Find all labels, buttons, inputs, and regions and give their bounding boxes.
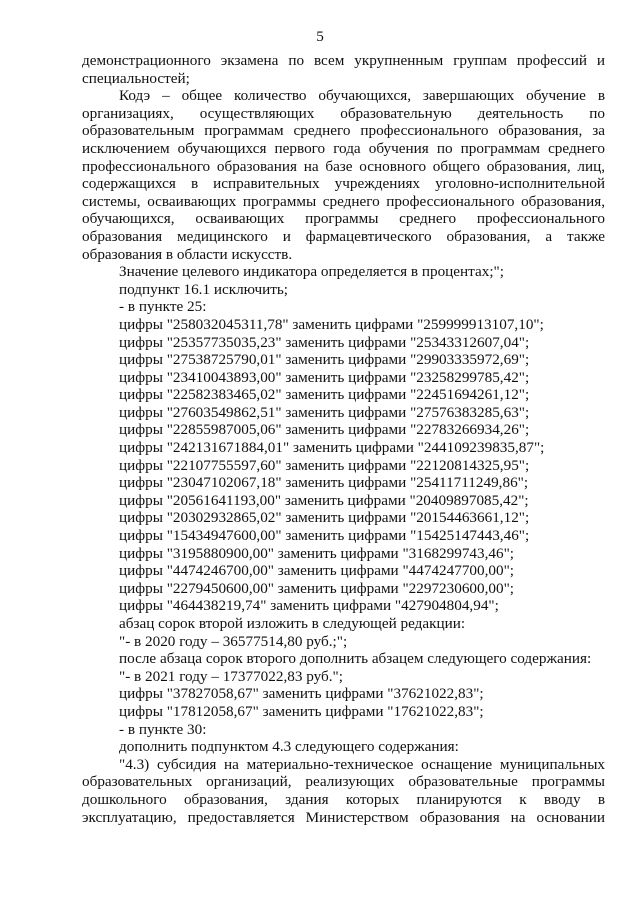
text-line: цифры "37827058,67" заменить цифрами "37621022,83"; (119, 685, 484, 703)
text-line: цифры "258032045311,78" заменить цифрами "259999913107,10"; (119, 315, 544, 333)
text-line: Значение целевого индикатора определяется в процентах;"; (119, 263, 504, 281)
text-line: специальностей; (82, 69, 190, 87)
text-line: образовательных организаций, реализующих образовательные программы (82, 773, 605, 791)
text-line: цифры "4474246700,00" заменить цифрами "4474247700,00"; (119, 562, 515, 580)
text-line: цифры "15434947600,00" заменить цифрами "15425147443,46"; (119, 527, 530, 545)
text-line: организациях, осуществляющих образовательную деятельность по (82, 104, 605, 122)
text-line: образовательным программам среднего профессионального образования, за (82, 122, 605, 140)
text-line: дошкольного образования, здания которых планируются к вводу в (82, 790, 605, 808)
text-line: после абзаца сорок второго дополнить абзацем следующего содержания: (119, 650, 592, 668)
text-line: цифры "20561641193,00" заменить цифрами "20409897085,42"; (119, 491, 529, 509)
text-line: "4.3) субсидия на материально-техническое оснащение муниципальных (119, 755, 605, 773)
page-number: 5 (316, 28, 324, 45)
text-line: исключением обучающихся первого года обучения по программам среднего (82, 139, 605, 157)
text-line: системы, осваивающих программы среднего профессионального образования, (82, 192, 605, 210)
text-line: цифры "22855987005,06" заменить цифрами "22783266934,26"; (119, 421, 530, 439)
text-line: - в пункте 30: (119, 720, 207, 738)
text-line: абзац сорок второй изложить в следующей редакции: (119, 615, 466, 632)
text-line: цифры "464438219,74" заменить цифрами "427904804,94"; (119, 597, 499, 615)
text-line: дополнить подпунктом 4.3 следующего содержания: (119, 738, 459, 756)
text-line: цифры "23047102067,18" заменить цифрами "25411711249,86"; (119, 474, 529, 492)
text-line: Кодэ – общее количество обучающихся, завершающих обучение в (119, 87, 605, 105)
text-line: цифры "22582383465,02" заменить цифрами "22451694261,12"; (119, 386, 530, 404)
text-line: подпункт 16.1 исключить; (119, 280, 288, 298)
text-line: цифры "22107755597,60" заменить цифрами "22120814325,95"; (119, 456, 530, 474)
text-line: цифры "2279450600,00" заменить цифрами "2297230600,00"; (119, 579, 515, 597)
document-body (82, 52, 605, 826)
text-line: цифры "23410043893,00" заменить цифрами "23258299785,42"; (119, 368, 530, 386)
text-line: цифры "25357735035,23" заменить цифрами "25343312607,04"; (119, 333, 530, 351)
text-line: - в пункте 25: (119, 298, 207, 316)
text-line: цифры "242131671884,01" заменить цифрами "244109239835,87"; (119, 439, 545, 457)
text-line: профессионального образования на базе основного общего образования, лиц, (82, 157, 605, 175)
text-line: "- в 2021 году – 17377022,83 руб."; (119, 667, 343, 685)
text-line: образования медицинского и фармацевтического образования, а также (82, 227, 605, 245)
text-line: демонстрационного экзамена по всем укрупненным группам профессий и (82, 52, 605, 69)
text-line: цифры "20302932865,02" заменить цифрами "20154463661,12"; (119, 509, 530, 527)
text-line: образования в области искусств. (82, 245, 293, 263)
text-line: цифры "17812058,67" заменить цифрами "17621022,83"; (119, 702, 484, 720)
text-line: цифры "27603549862,51" заменить цифрами "27576383285,63"; (119, 403, 530, 421)
text-line: эксплуатацию, предоставляется Министерством образования на основании (82, 808, 605, 826)
text-line: цифры "27538725790,01" заменить цифрами "29903335972,69"; (119, 351, 530, 369)
text-line: цифры "3195880900,00" заменить цифрами "3168299743,46"; (119, 544, 515, 562)
text-line: обучающихся, осваивающих программы среднего профессионального (82, 210, 605, 228)
text-line: содержащихся в исправительных учреждениях уголовно-исполнительной (82, 175, 605, 193)
text-line: "- в 2020 году – 36577514,80 руб.;"; (119, 632, 348, 650)
